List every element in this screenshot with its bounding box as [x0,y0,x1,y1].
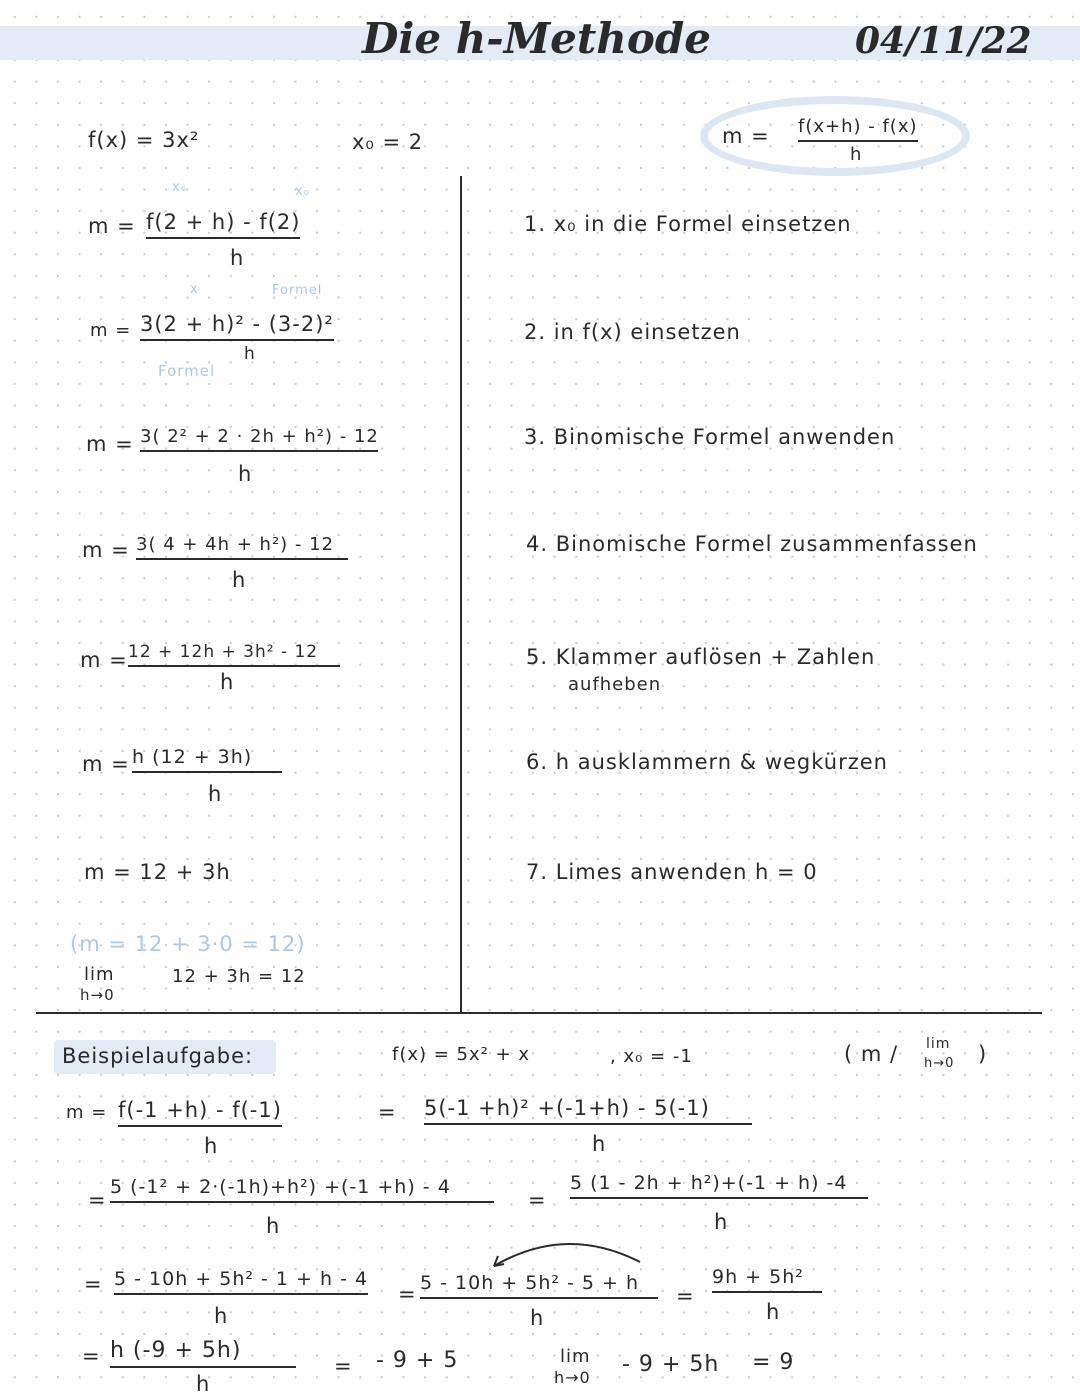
instruction-2: 2. in f(x) einsetzen [524,320,741,344]
given-function: f(x) = 3x² [88,128,200,152]
ex10-sub: h→0 [554,1368,591,1387]
limit-expression: 12 + 3h = 12 [172,966,306,987]
formula-numerator: f(x+h) - f(x) [798,116,918,142]
formula-lhs: m = [722,124,770,148]
limit-subscript: h→0 [80,986,115,1004]
ex7-equals: = [676,1284,695,1308]
ex6-denominator: h [530,1306,545,1330]
ex1-denominator: h [204,1134,219,1158]
example-note-lim: lim [926,1036,951,1052]
ex10-lim: lim [560,1346,591,1367]
ex5-numerator: 5 - 10h + 5h² - 1 + h - 4 [114,1268,368,1295]
ex2-numerator: 5(-1 +h)² +(-1+h) - 5(-1) [424,1096,752,1125]
step1-numerator: f(2 + h) - f(2) [146,210,300,239]
example-note-open: ( m / [844,1042,899,1066]
horizontal-divider [36,1012,1042,1014]
step5-numerator: 12 + 12h + 3h² - 12 [128,642,340,667]
step2-lhs: m = [90,320,132,341]
annotation-x0-b: x₀ [295,184,310,199]
ex4-denominator: h [714,1210,729,1234]
example-note-close: ) [978,1042,988,1066]
step5-denominator: h [220,670,235,694]
step7-result: m = 12 + 3h [84,860,231,884]
annotation-formel-top: Formel [272,283,323,298]
ex1-lhs: m = [66,1102,108,1123]
step3-lhs: m = [86,432,134,456]
example-x0: , x₀ = -1 [610,1046,693,1067]
step5-lhs: m = [80,648,128,672]
given-x0: x₀ = 2 [352,130,424,154]
ex7-denominator: h [766,1300,781,1324]
page-title: Die h-Methode [362,14,711,63]
ex8-equals: = [82,1344,101,1368]
instruction-5-cont: aufheben [568,674,662,695]
instruction-6: 6. h ausklammern & wegkürzen [526,750,888,774]
step3-denominator: h [238,462,253,486]
example-note-sub: h→0 [924,1056,955,1071]
ex9-result: - 9 + 5 [376,1348,459,1373]
ex6-equals: = [398,1282,417,1306]
ex4-numerator: 5 (1 - 2h + h²)+(-1 + h) -4 [570,1172,868,1199]
step4-numerator: 3( 4 + 4h + h²) - 12 [136,534,348,560]
ex3-numerator: 5 (-1² + 2·(-1h)+h²) +(-1 +h) - 4 [110,1176,494,1203]
instruction-4: 4. Binomische Formel zusammenfassen [526,532,978,556]
step4-lhs: m = [82,538,130,562]
step2-numerator: 3(2 + h)² - (3-2)² [140,312,334,341]
instruction-7: 7. Limes anwenden h = 0 [526,860,818,884]
example-function: f(x) = 5x² + x [392,1044,531,1065]
limit-label: lim [84,964,115,985]
ex7-numerator: 9h + 5h² [712,1266,822,1293]
ex2-denominator: h [592,1132,607,1156]
ex4-equals: = [528,1188,547,1212]
annotation-x0-a: x₀ [172,180,187,195]
instruction-1: 1. x₀ in die Formel einsetzen [524,212,852,236]
ex3-equals: = [88,1188,107,1212]
ex3-denominator: h [266,1214,281,1238]
step4-denominator: h [232,568,247,592]
cancel-arc [486,1236,646,1272]
ex1-equals: = [378,1100,397,1124]
step3-numerator: 3( 2² + 2 · 2h + h²) - 12 [140,426,378,452]
step6-lhs: m = [82,752,130,776]
step6-numerator: h (12 + 3h) [132,746,282,773]
ex6-numerator: 5 - 10h + 5h² - 5 + h [420,1272,658,1299]
step6-denominator: h [208,782,223,806]
step2-denominator: h [244,344,256,364]
formula-denominator: h [850,144,863,165]
step1-denominator: h [230,246,245,270]
annotation-formel-bottom: Formel [158,362,216,380]
ex8-denominator: h [196,1372,211,1396]
instruction-3: 3. Binomische Formel anwenden [524,425,896,449]
ex9-equals: = [334,1354,353,1378]
vertical-divider [460,176,462,1012]
ex8-numerator: h (-9 + 5h) [110,1338,296,1368]
ex5-denominator: h [214,1304,229,1328]
ex10-expression: - 9 + 5h [622,1352,720,1377]
step1-lhs: m = [88,214,136,238]
ex5-equals: = [84,1272,103,1296]
ex10-result: = 9 [752,1350,795,1375]
check-calculation: (m = 12 + 3·0 = 12) [70,932,306,956]
page-date: 04/11/22 [855,20,1032,62]
annotation-x: x [190,282,199,297]
ex1-numerator: f(-1 +h) - f(-1) [118,1098,282,1127]
example-heading: Beispielaufgabe: [62,1044,254,1068]
instruction-5: 5. Klammer auflösen + Zahlen [526,645,876,669]
